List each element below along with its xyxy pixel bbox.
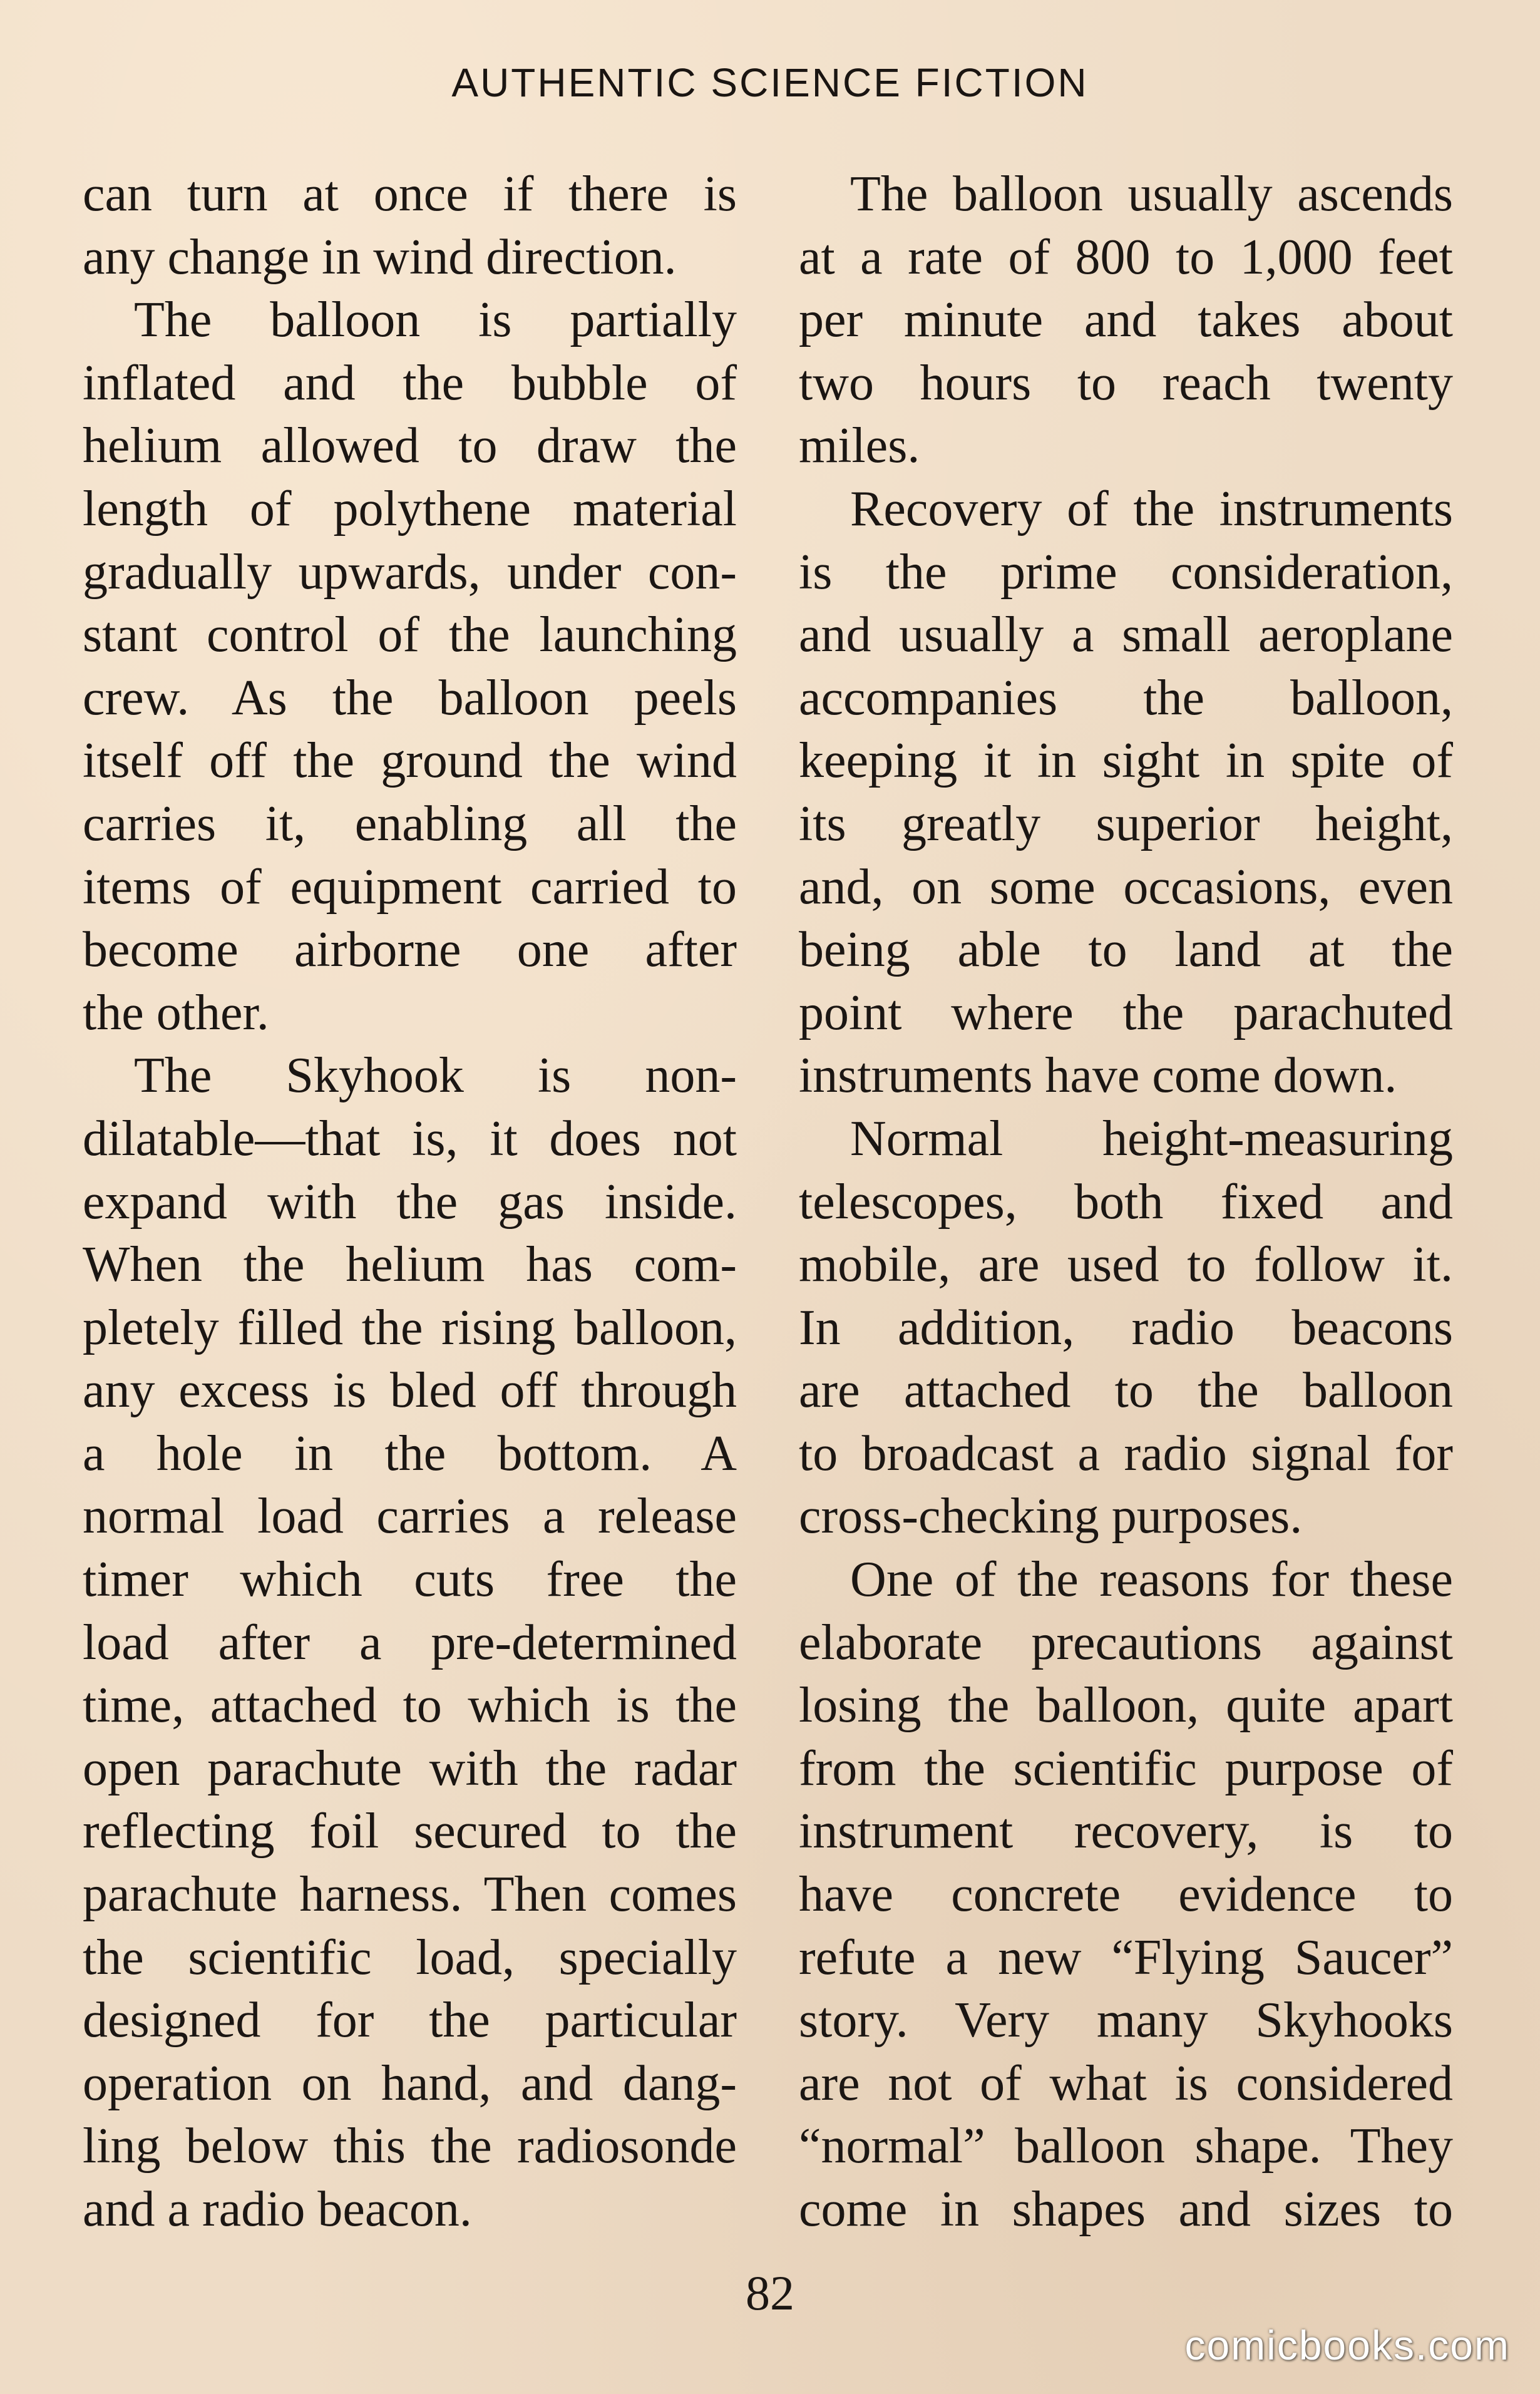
text-line: the other. (83, 985, 269, 1040)
text-line: story. Very many Skyhooks (799, 1993, 1453, 2048)
text-line: The Skyhook is non- (134, 1048, 737, 1104)
text-line: In addition, radio beacons (799, 1300, 1453, 1355)
text-line: become airborne one after (83, 922, 737, 978)
page-number: 82 (746, 2266, 794, 2320)
text-line: the scientific load, specially (83, 1929, 737, 1985)
text-line: pletely filled the rising balloon, (83, 1300, 737, 1355)
text-line: helium allowed to draw the (83, 418, 737, 474)
text-line: and usually a small aeroplane (799, 607, 1453, 663)
text-line: have concrete evidence to (799, 1867, 1453, 1923)
text-line: come in shapes and sizes to (799, 2182, 1453, 2237)
text-line: load after a pre-determined (83, 1615, 737, 1670)
text-line: losing the balloon, quite apart (799, 1678, 1453, 1734)
text-line: cross-checking purposes. (799, 1489, 1303, 1544)
text-line: its greatly superior height, (799, 796, 1453, 851)
right-column (799, 163, 1453, 2241)
text-line: point where the parachuted (799, 985, 1453, 1040)
text-line: Recovery of the instruments (850, 481, 1453, 537)
text-line: ling below this the radiosonde (83, 2119, 737, 2174)
text-line: reflecting foil secured to the (83, 1804, 737, 1859)
text-line: When the helium has com- (83, 1237, 737, 1293)
text-line: miles. (799, 418, 920, 474)
text-line: and a radio beacon. (83, 2182, 472, 2237)
text-line: a hole in the bottom. A (83, 1426, 737, 1481)
text-line: any excess is bled off through (83, 1363, 737, 1419)
text-line: gradually upwards, under con- (83, 544, 737, 600)
text-line: open parachute with the radar (83, 1740, 737, 1796)
text-line: normal load carries a release (83, 1489, 737, 1544)
text-line: from the scientific purpose of (799, 1740, 1453, 1796)
text-line: to broadcast a radio signal for (799, 1426, 1453, 1481)
text-line: dilatable—that is, it does not (83, 1111, 737, 1166)
text-line: timer which cuts free the (83, 1552, 737, 1608)
watermark-logo: comicbooks.com (1184, 2322, 1510, 2368)
text-line: keeping it in sight in spite of (799, 733, 1453, 789)
text-line: instrument recovery, is to (799, 1804, 1453, 1859)
text-line: telescopes, both fixed and (799, 1174, 1453, 1230)
text-line: length of polythene material (83, 481, 737, 537)
running-head: AUTHENTIC SCIENCE FICTION (451, 60, 1089, 105)
text-line: refute a new “Flying Saucer” (799, 1929, 1453, 1985)
text-line: and, on some occasions, even (799, 859, 1453, 915)
text-line: items of equipment carried to (83, 859, 737, 915)
text-line: One of the reasons for these (850, 1552, 1453, 1608)
text-line: “normal” balloon shape. They (799, 2119, 1453, 2174)
text-line: itself off the ground the wind (83, 733, 737, 789)
text-line: can turn at once if there is (83, 167, 737, 222)
text-line: time, attached to which is the (83, 1678, 737, 1734)
text-line: elaborate precautions against (799, 1615, 1453, 1670)
text-line: being able to land at the (799, 922, 1453, 978)
text-line: parachute harness. Then comes (83, 1867, 737, 1923)
text-line: designed for the particular (83, 1993, 737, 2048)
text-line: instruments have come down. (799, 1048, 1397, 1104)
text-line: per minute and takes about (799, 292, 1453, 348)
text-line: is the prime consideration, (799, 544, 1453, 600)
text-line: Normal height-measuring (850, 1111, 1453, 1166)
text-line: any change in wind direction. (83, 229, 677, 285)
text-line: expand with the gas inside. (83, 1174, 737, 1230)
text-line: inflated and the bubble of (83, 355, 737, 411)
text-line: two hours to reach twenty (799, 355, 1453, 411)
text-line: are attached to the balloon (799, 1363, 1453, 1419)
text-line: operation on hand, and dang- (83, 2055, 737, 2111)
text-line: at a rate of 800 to 1,000 feet (799, 229, 1453, 285)
text-line: accompanies the balloon, (799, 670, 1453, 726)
text-line: stant control of the launching (83, 607, 737, 663)
text-line: mobile, are used to follow it. (799, 1237, 1453, 1293)
text-line: The balloon is partially (134, 292, 737, 348)
left-column (83, 163, 737, 2241)
text-line: carries it, enabling all the (83, 796, 737, 851)
text-line: crew. As the balloon peels (83, 670, 737, 726)
text-line: The balloon usually ascends (850, 167, 1453, 222)
text-line: are not of what is considered (799, 2055, 1453, 2111)
